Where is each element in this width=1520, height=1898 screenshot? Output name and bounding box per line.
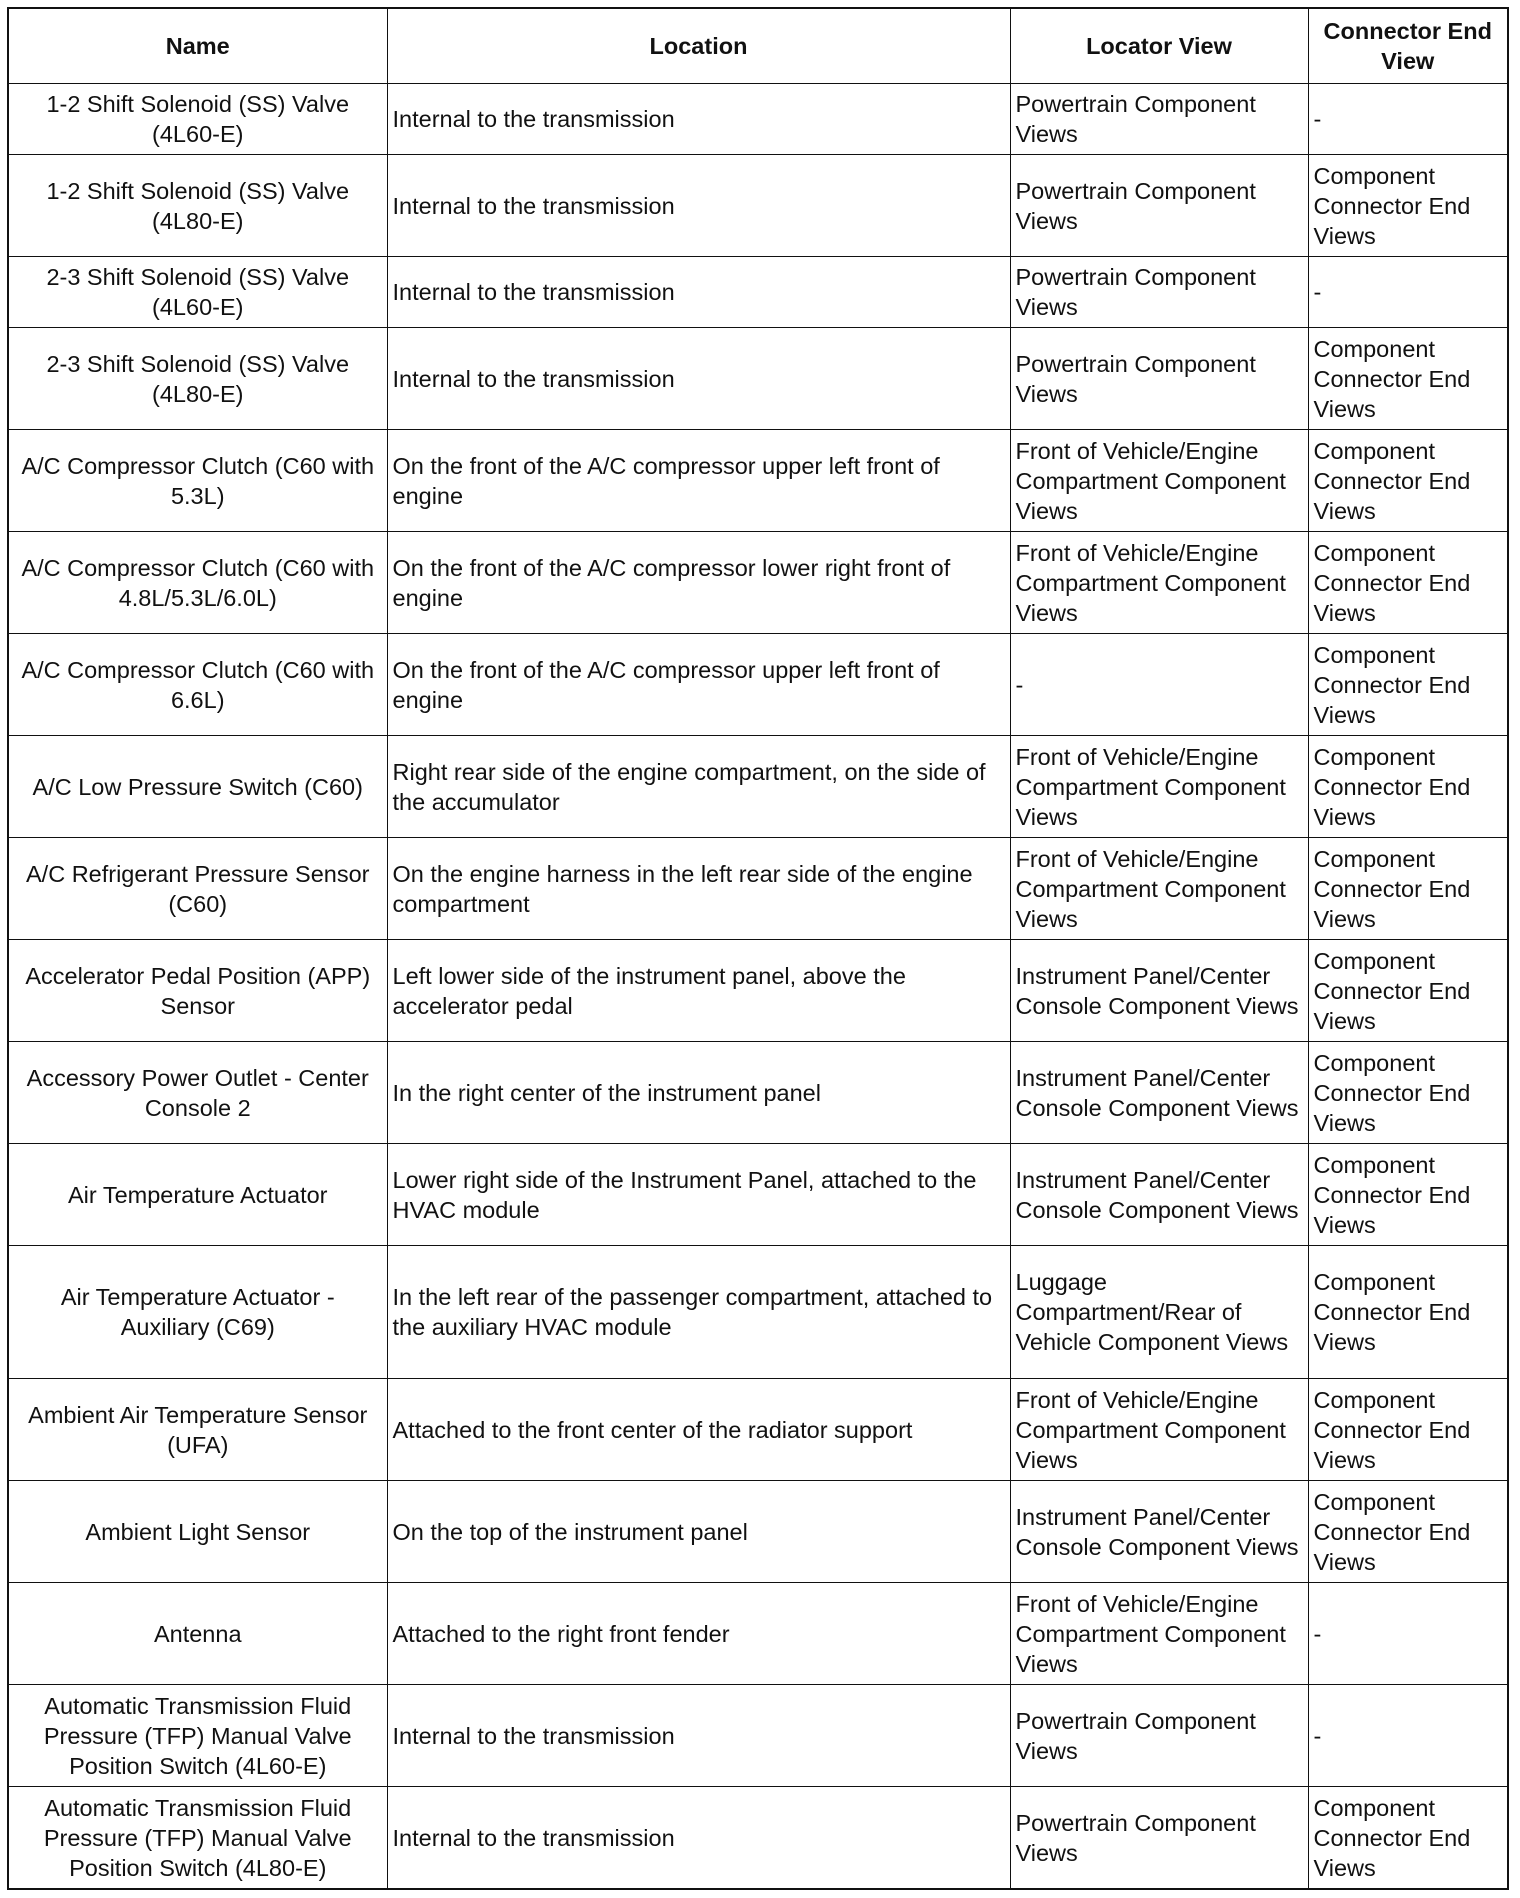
component-name: A/C Refrigerant Pressure Sensor (C60) xyxy=(8,838,387,940)
header-name: Name xyxy=(8,8,387,84)
locator-view: Instrument Panel/Center Console Component Views xyxy=(1010,940,1308,1042)
component-name: Antenna xyxy=(8,1583,387,1685)
connector-end-view: Component Connector End Views xyxy=(1308,532,1508,634)
table-row xyxy=(8,634,1508,736)
component-name: 1-2 Shift Solenoid (SS) Valve (4L60-E) xyxy=(8,84,387,155)
component-name: A/C Low Pressure Switch (C60) xyxy=(8,736,387,838)
locator-view: Powertrain Component Views xyxy=(1010,155,1308,257)
component-name: Accelerator Pedal Position (APP) Sensor xyxy=(8,940,387,1042)
component-name: Accessory Power Outlet - Center Console 2 xyxy=(8,1042,387,1144)
connector-end-view: Component Connector End Views xyxy=(1308,940,1508,1042)
component-location: On the front of the A/C compressor upper left front of engine xyxy=(387,634,1010,736)
table-row xyxy=(8,328,1508,430)
connector-end-view: - xyxy=(1308,1685,1508,1787)
locator-view: Front of Vehicle/Engine Compartment Component Views xyxy=(1010,1379,1308,1481)
locator-view: Front of Vehicle/Engine Compartment Component Views xyxy=(1010,736,1308,838)
component-location: Lower right side of the Instrument Panel, attached to the HVAC module xyxy=(387,1144,1010,1246)
locator-view: Instrument Panel/Center Console Component Views xyxy=(1010,1144,1308,1246)
connector-end-view: Component Connector End Views xyxy=(1308,155,1508,257)
component-name: A/C Compressor Clutch (C60 with 4.8L/5.3L/6.0L) xyxy=(8,532,387,634)
component-location: Left lower side of the instrument panel, above the accelerator pedal xyxy=(387,940,1010,1042)
table-row xyxy=(8,257,1508,328)
locator-view: Front of Vehicle/Engine Compartment Component Views xyxy=(1010,838,1308,940)
component-name: 1-2 Shift Solenoid (SS) Valve (4L80-E) xyxy=(8,155,387,257)
connector-end-view: Component Connector End Views xyxy=(1308,328,1508,430)
table-header xyxy=(8,8,1508,84)
component-location: Internal to the transmission xyxy=(387,1685,1010,1787)
component-name: Ambient Light Sensor xyxy=(8,1481,387,1583)
component-location: On the front of the A/C compressor upper left front of engine xyxy=(387,430,1010,532)
locator-view: Instrument Panel/Center Console Component Views xyxy=(1010,1481,1308,1583)
component-name: Air Temperature Actuator xyxy=(8,1144,387,1246)
component-locator-sheet xyxy=(7,7,1507,1890)
component-location: Internal to the transmission xyxy=(387,1787,1010,1890)
component-location: Internal to the transmission xyxy=(387,328,1010,430)
component-location: Internal to the transmission xyxy=(387,155,1010,257)
component-locator-table xyxy=(7,7,1509,1890)
table-row xyxy=(8,430,1508,532)
component-name: Automatic Transmission Fluid Pressure (TFP) Manual Valve Position Switch (4L80-E) xyxy=(8,1787,387,1890)
component-location: Attached to the front center of the radiator support xyxy=(387,1379,1010,1481)
component-location: Internal to the transmission xyxy=(387,257,1010,328)
locator-view: Front of Vehicle/Engine Compartment Component Views xyxy=(1010,532,1308,634)
connector-end-view: Component Connector End Views xyxy=(1308,736,1508,838)
component-name: A/C Compressor Clutch (C60 with 5.3L) xyxy=(8,430,387,532)
header-connector-end-view: Connector End View xyxy=(1308,8,1508,84)
component-location: On the front of the A/C compressor lower right front of engine xyxy=(387,532,1010,634)
locator-view: Instrument Panel/Center Console Component Views xyxy=(1010,1042,1308,1144)
component-name: Ambient Air Temperature Sensor (UFA) xyxy=(8,1379,387,1481)
component-location: On the engine harness in the left rear side of the engine compartment xyxy=(387,838,1010,940)
component-location: In the left rear of the passenger compartment, attached to the auxiliary HVAC module xyxy=(387,1246,1010,1379)
locator-view: Powertrain Component Views xyxy=(1010,1787,1308,1890)
table-row xyxy=(8,1144,1508,1246)
component-location: Internal to the transmission xyxy=(387,84,1010,155)
locator-view: Powertrain Component Views xyxy=(1010,328,1308,430)
connector-end-view: Component Connector End Views xyxy=(1308,1042,1508,1144)
component-location: Right rear side of the engine compartment, on the side of the accumulator xyxy=(387,736,1010,838)
locator-view: Luggage Compartment/Rear of Vehicle Component Views xyxy=(1010,1246,1308,1379)
connector-end-view: Component Connector End Views xyxy=(1308,1787,1508,1890)
table-row xyxy=(8,1583,1508,1685)
connector-end-view: - xyxy=(1308,84,1508,155)
table-row xyxy=(8,1685,1508,1787)
component-name: Automatic Transmission Fluid Pressure (TFP) Manual Valve Position Switch (4L60-E) xyxy=(8,1685,387,1787)
connector-end-view: Component Connector End Views xyxy=(1308,1144,1508,1246)
component-name: Air Temperature Actuator - Auxiliary (C69) xyxy=(8,1246,387,1379)
component-name: 2-3 Shift Solenoid (SS) Valve (4L80-E) xyxy=(8,328,387,430)
header-row xyxy=(8,8,1508,84)
connector-end-view: Component Connector End Views xyxy=(1308,1379,1508,1481)
table-body xyxy=(8,84,1508,1890)
table-row xyxy=(8,940,1508,1042)
locator-view: Powertrain Component Views xyxy=(1010,84,1308,155)
locator-view: - xyxy=(1010,634,1308,736)
locator-view: Front of Vehicle/Engine Compartment Component Views xyxy=(1010,430,1308,532)
connector-end-view: Component Connector End Views xyxy=(1308,1246,1508,1379)
header-location: Location xyxy=(387,8,1010,84)
component-name: 2-3 Shift Solenoid (SS) Valve (4L60-E) xyxy=(8,257,387,328)
table-row xyxy=(8,1042,1508,1144)
connector-end-view: Component Connector End Views xyxy=(1308,838,1508,940)
connector-end-view: Component Connector End Views xyxy=(1308,1481,1508,1583)
table-row xyxy=(8,84,1508,155)
table-row xyxy=(8,1379,1508,1481)
table-row xyxy=(8,1246,1508,1379)
component-location: In the right center of the instrument panel xyxy=(387,1042,1010,1144)
table-row xyxy=(8,838,1508,940)
locator-view: Powertrain Component Views xyxy=(1010,1685,1308,1787)
connector-end-view: Component Connector End Views xyxy=(1308,634,1508,736)
table-row xyxy=(8,155,1508,257)
table-row xyxy=(8,736,1508,838)
connector-end-view: - xyxy=(1308,257,1508,328)
component-location: On the top of the instrument panel xyxy=(387,1481,1010,1583)
locator-view: Powertrain Component Views xyxy=(1010,257,1308,328)
connector-end-view: - xyxy=(1308,1583,1508,1685)
component-location: Attached to the right front fender xyxy=(387,1583,1010,1685)
component-name: A/C Compressor Clutch (C60 with 6.6L) xyxy=(8,634,387,736)
connector-end-view: Component Connector End Views xyxy=(1308,430,1508,532)
locator-view: Front of Vehicle/Engine Compartment Component Views xyxy=(1010,1583,1308,1685)
table-row xyxy=(8,1481,1508,1583)
header-locator-view: Locator View xyxy=(1010,8,1308,84)
table-row xyxy=(8,532,1508,634)
table-row xyxy=(8,1787,1508,1890)
